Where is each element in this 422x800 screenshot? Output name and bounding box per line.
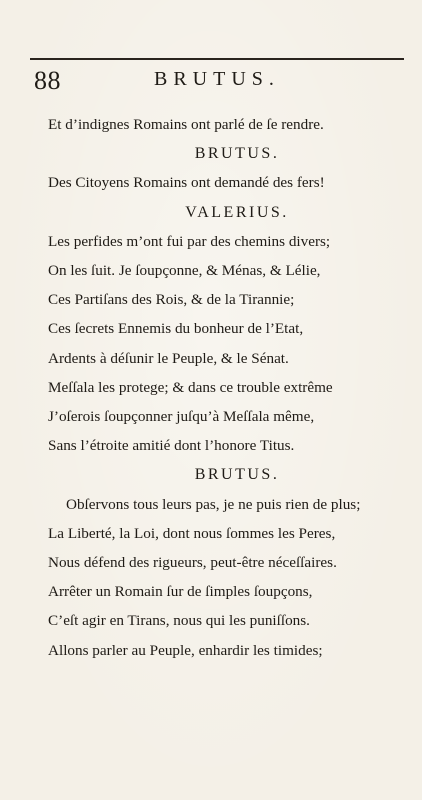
verse-line: Ardents à déſunir le Peuple, & le Sénat.	[48, 349, 289, 367]
verse-line: On les ſuit. Je ſoupçonne, & Ménas, & Lélie,	[48, 262, 321, 280]
verse-line: Arrêter un Romain ſur de ſimples ſoupçons,	[48, 583, 313, 601]
verse-line: Meſſala les protege; & dans ce trouble extrême	[48, 378, 333, 396]
verse-line: Les perfides m’ont fui par des chemins divers;	[48, 232, 331, 250]
speaker-name: BRUTUS.	[194, 145, 280, 163]
verse-line: J’oſerois ſoupçonner juſqu’à Meſſala même,	[48, 408, 315, 426]
speaker-name: BRUTUS.	[194, 466, 280, 484]
verse-text	[48, 110, 408, 665]
running-title: BRUTUS.	[154, 68, 280, 90]
page-header	[34, 62, 404, 96]
verse-line: Et d’indignes Romains ont parlé de ſe rendre.	[48, 116, 324, 133]
verse-line: Ces Partiſans des Rois, & de la Tirannie;	[48, 291, 295, 309]
verse-line: Nous défend des rigueurs, peut-être néceſſaires.	[48, 554, 337, 572]
verse-line: La Liberté, la Loi, dont nous ſommes les Peres,	[48, 524, 336, 542]
verse-line: C’eſt agir en Tirans, nous qui les puniſſons.	[48, 612, 310, 630]
verse-line: Des Citoyens Romains ont demandé des fers!	[48, 174, 325, 192]
verse-line: Sans l’étroite amitié dont l’honore Titus.	[48, 437, 295, 455]
verse-line: Ces ſecrets Ennemis du bonheur de l’Etat,	[48, 320, 304, 338]
page-number: 88	[34, 66, 61, 95]
verse-line: Allons parler au Peuple, enhardir les timides;	[48, 641, 323, 659]
speaker-name: VALERIUS.	[185, 203, 289, 221]
header-rule	[30, 58, 404, 60]
verse-line: Obſervons tous leurs pas, je ne puis rien de plus;	[66, 495, 361, 513]
